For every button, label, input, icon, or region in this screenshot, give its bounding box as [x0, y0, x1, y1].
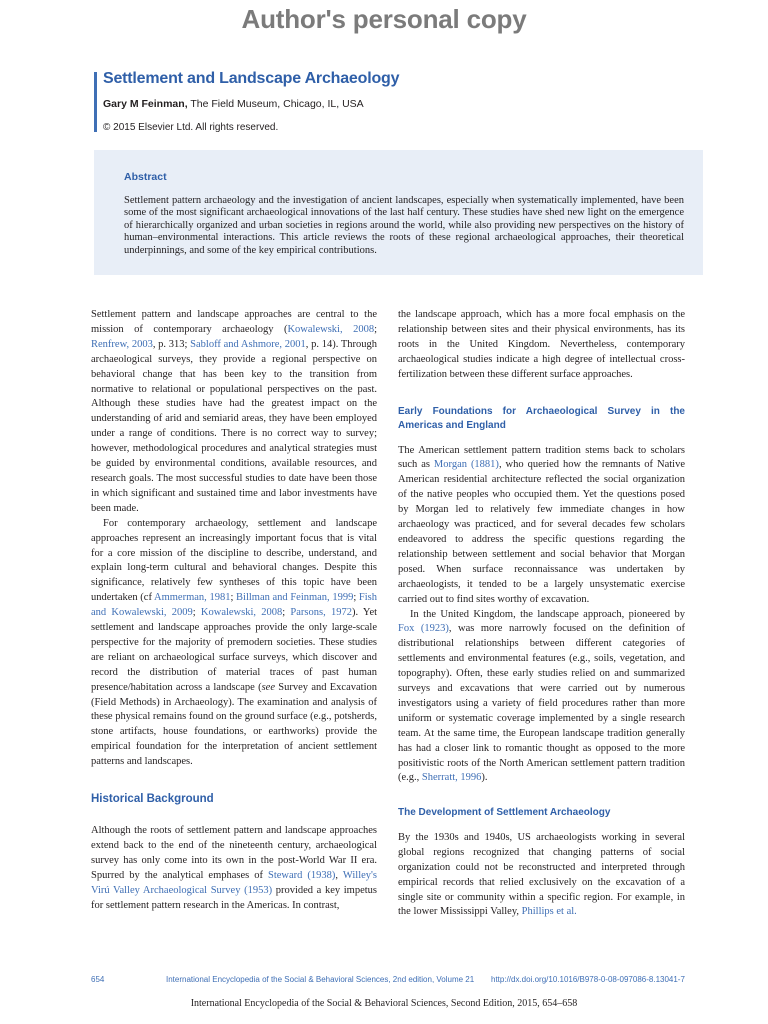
- author-copy-banner: Author's personal copy: [241, 4, 527, 34]
- citation-link[interactable]: Sabloff and Ashmore, 2001: [190, 338, 306, 350]
- citation-link[interactable]: Ammerman, 1981: [154, 592, 231, 604]
- citation-link[interactable]: Steward (1938): [268, 869, 336, 881]
- citation-link[interactable]: Fox (1923): [398, 623, 449, 635]
- title-accent-rule: [94, 72, 97, 132]
- citation-link[interactable]: Willey's Virú Valley Archaeological Survey (1953): [91, 869, 378, 896]
- paragraph: For contemporary archaeology, settlement and landscape approaches represent an increasingly important focus that is vital for a core mission of the discipline to describe, understand, and explain long-term cultural and behavioral changes. Despite this significance, relatively few syntheses of this topic have been undertaken (cf Ammerman, 1981; Billman and Feinman, 1999; Fish and Kowalewski, 2009; Kowalewski, 2008; Parsons, 1972). Yet settlement and landscape approaches provide the only large-scale perspective for the majority of premodern societies. These studies are reliant on archaeological surface surveys, which discover and record the distribution of material traces of past human presence/habitation across a landscape (see Survey and Excavation (Field Methods) in Archaeology). The examination and analysis of these physical remains found on the ground surface (e.g., potsherds, stone artifacts, house foundations, or earthworks) provide the empirical foundation for the interpretation of ancient settlement patterns and landscapes.: [91, 517, 378, 768]
- right-column: [398, 308, 685, 920]
- citation-link[interactable]: Renfrew, 2003: [91, 338, 153, 350]
- paragraph: In the United Kingdom, the landscape approach, pioneered by Fox (1923), was more narrowly focused on the definition of distributional relationships between different categories of settlements and environmental features (e.g., soils, vegetation, and topography). Often, these early studies relied on and summarized surveys and excavations that were carried out by numerous investigators using a variety of field procedures rather than more uniform or systematic coverage implemented by a single research team. At the same time, the European landscape tradition generally has had a closer link to romantic thought as opposed to the more positivistic roots of the North American settlement pattern tradition (e.g., Sherratt, 1996).: [398, 608, 685, 784]
- citation-link[interactable]: Fish and Kowalewski, 2009: [91, 592, 378, 619]
- abstract-text: Settlement pattern archaeology and the investigation of ancient landscapes, especially when systematically implemented, have been some of the most significant archaeological innovations of the last half century. These studies have shed new light on the emergence of hierarchically organized and urban societies in regions around the world, while also providing new perspectives on the history of human–environmental interactions. This article reviews the roots of these regional archaeological approaches, their theoretical underpinnings, and some of the key empirical contributions.: [124, 195, 684, 256]
- citation-link[interactable]: Sherratt, 1996: [421, 772, 482, 784]
- citation-link[interactable]: Kowalewski, 2008: [200, 607, 283, 619]
- citation-line: International Encyclopedia of the Social & Behavioral Sciences, Second Edition, 2015, 654–658: [190, 998, 578, 1009]
- author-affiliation: The Field Museum, Chicago, IL, USA: [187, 98, 364, 110]
- paragraph: Although the roots of settlement pattern and landscape approaches extend back to the end of the nineteenth century, archaeological survey has only come into its own in the post-World War II era. Spurred by the analytical emphases of Steward (1938), Willey's Virú Valley Archaeological Survey (1953) provided a key impetus for settlement pattern research in the Americas. In contrast,: [91, 825, 378, 911]
- section-heading-historical: Historical Background: [91, 793, 214, 806]
- article-title: Settlement and Landscape Archaeology: [103, 70, 400, 87]
- copyright-notice: © 2015 Elsevier Ltd. All rights reserved.: [103, 122, 279, 133]
- citation-link[interactable]: Morgan (1881): [433, 459, 499, 471]
- abstract-heading: Abstract: [124, 171, 167, 183]
- citation-link[interactable]: Billman and Feinman, 1999: [236, 592, 354, 604]
- journal-reference: International Encyclopedia of the Social & Behavioral Sciences, 2nd edition, Volume 21: [166, 975, 475, 984]
- author-name: Gary M Feinman,: [103, 98, 188, 110]
- citation-link[interactable]: Phillips et al.: [521, 906, 577, 918]
- citation-link[interactable]: Parsons, 1972: [290, 607, 352, 619]
- paragraph: Settlement pattern and landscape approaches are central to the mission of contemporary archaeology (Kowalewski, 2008; Renfrew, 2003, p. 313; Sabloff and Ashmore, 2001, p. 14). Through archaeological surveys, they provide a regional perspective on behavioral change that has been key to the transition from normative to relational or populational perspectives on the past. Although these studies have had the greatest impact on the understanding of arid and semiarid areas, they have been employed under a range of conditions. There is no correct way to survey; however, methodological procedures and analytical strategies must be guided by environmental conditions, available resources, and research goals. The most successful studies to date have been those in which significant and sustained time and labor investments have been made.: [91, 309, 378, 514]
- doi-link[interactable]: http://dx.doi.org/10.1016/B978-0-08-097086-8.13041-7: [491, 975, 685, 984]
- paragraph: the landscape approach, which has a more focal emphasis on the relationship between sites and their physical environments, has its roots in the United Kingdom. Nevertheless, contemporary archaeological studies indicate a high degree of intellectual cross-fertilization between these different surface approaches.: [398, 309, 685, 380]
- section-heading-development: The Development of Settlement Archaeology: [398, 807, 611, 819]
- page-number: 654: [91, 975, 105, 984]
- left-column: [91, 308, 377, 913]
- paragraph: The American settlement pattern tradition stems back to scholars such as Morgan (1881), who queried how the remnants of Native American residential architecture reflected the social organization of the native peoples who occupied them. Yet the questions posed by Morgan led to relatively few immediate changes in how archaeology was practiced, and for several decades few scholars endeavored to address the specific questions regarding the relationship between settlement and social behavior that Morgan posed. When surface reconnaissance was undertaken by archaeologists, it tended to be a largely unsystematic exercise carried out to find sites worthy of excavation.: [398, 444, 686, 605]
- citation-link[interactable]: Kowalewski, 2008: [287, 323, 375, 335]
- paragraph: By the 1930s and 1940s, US archaeologists working in several global regions recognized that changing patterns of social organization could not be reconstructed and interpreted through empirical records that relied exclusively on the excavation of a single site or community within a specific region. For example, in the lower Mississippi Valley, Phillips et al.: [398, 831, 685, 918]
- section-heading-early-foundations: Early Foundations for Archaeological Survey in the Americas and England: [398, 405, 685, 432]
- author-line: [103, 98, 364, 110]
